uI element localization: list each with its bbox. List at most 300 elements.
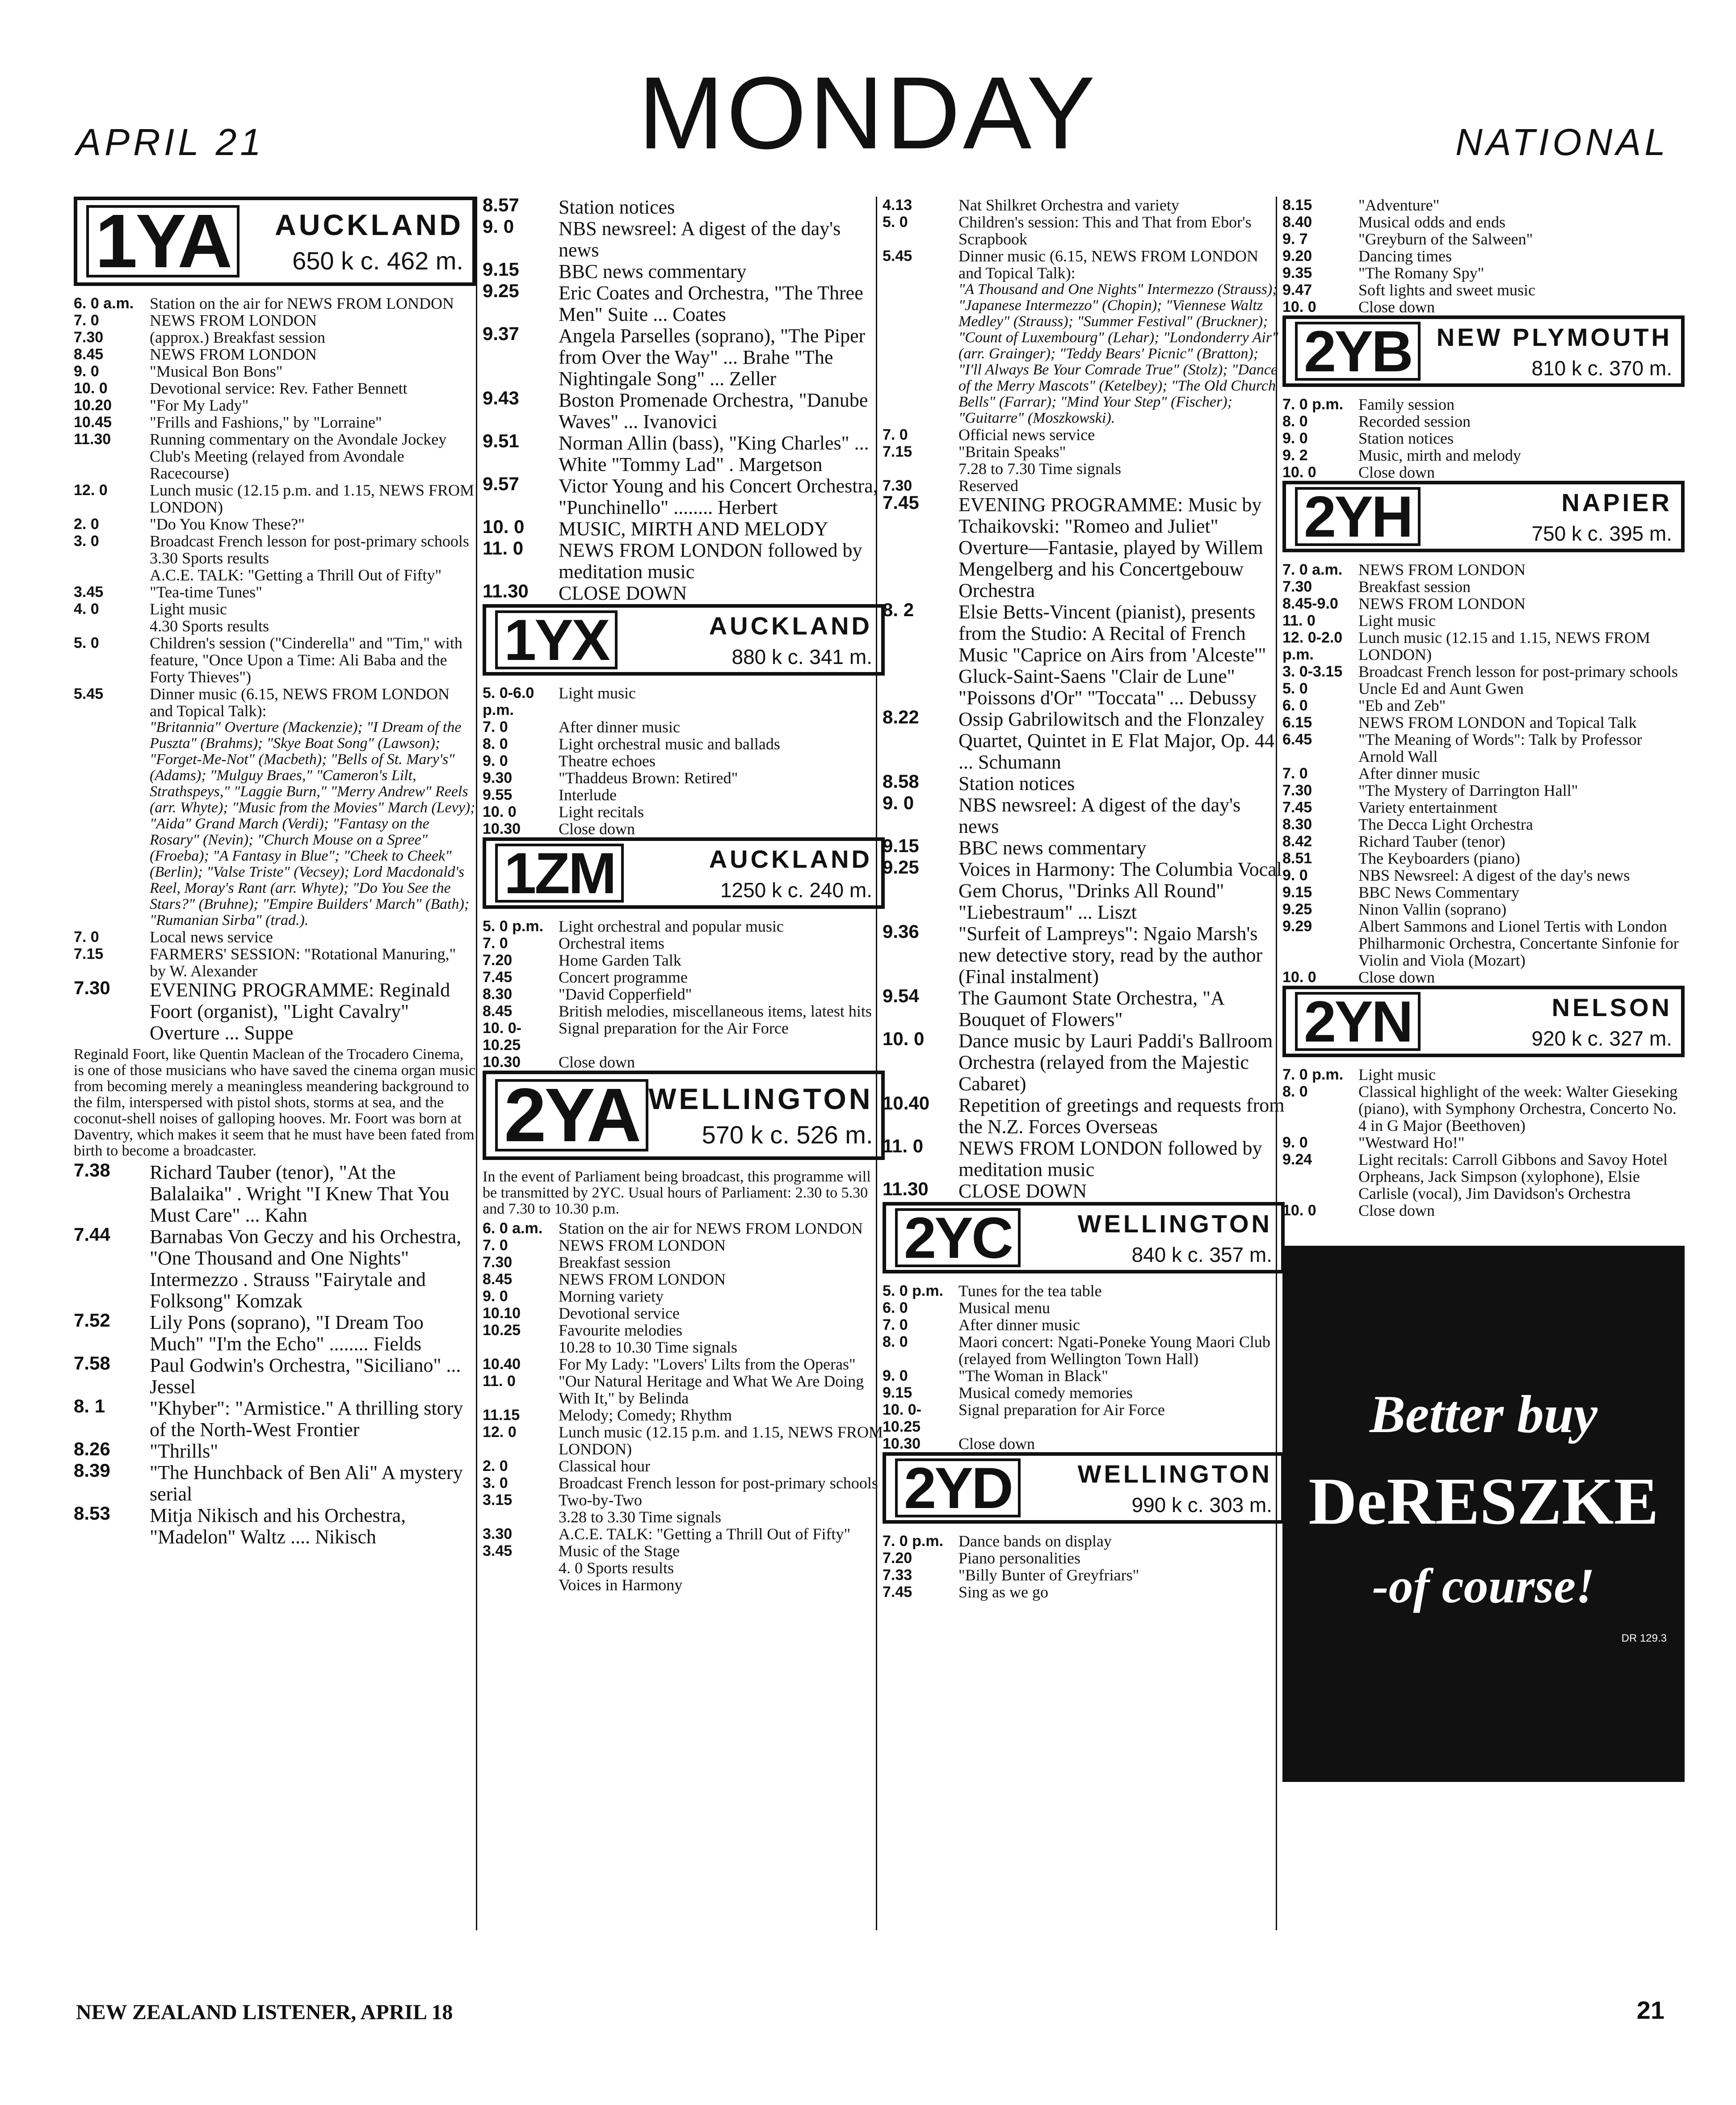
entry-time: 7. 0 p.m. — [1282, 396, 1344, 413]
programme-entry — [883, 1092, 1285, 1138]
entry-description: NEWS FROM LONDON — [150, 311, 317, 329]
programme-entry — [1282, 197, 1685, 214]
entry-time: 7. 0 — [883, 1316, 908, 1333]
programme-entry — [1282, 413, 1685, 430]
entry-time: 9.20 — [1282, 248, 1312, 265]
entry-time: 7.30 — [74, 329, 104, 346]
entry-time: 8.45-9.0 — [1282, 595, 1338, 612]
entry-time: 9. 0 — [883, 1367, 908, 1384]
entry-description: CLOSE DOWN — [559, 582, 687, 604]
entry-time: 9.25 — [1282, 901, 1312, 918]
text-block: In the event of Parliament being broadcast, this programme will be transmitted by 2YC. Usual hours of Parliament: 2.30 to 5.30 and 7.30 to 10.30 p.m. — [483, 1168, 871, 1217]
entry-time: 8. 2 — [883, 599, 914, 620]
entry-description: "Do You Know These?" — [150, 515, 305, 533]
programme-entry — [74, 567, 476, 584]
entry-time: 9.55 — [483, 786, 513, 803]
entry-time: 9.37 — [483, 323, 519, 344]
programme-entry — [483, 752, 885, 769]
station-header — [74, 197, 476, 286]
entry-time: 7.30 — [483, 1254, 513, 1271]
programme-entry — [74, 1355, 476, 1398]
programme-entry — [883, 837, 1285, 859]
entry-time: 8.45 — [483, 1003, 513, 1020]
entry-description: Close down — [1358, 463, 1435, 481]
entry-time: 7. 0 p.m. — [1282, 1066, 1344, 1083]
header-network: NATIONAL — [1455, 121, 1669, 163]
entry-description: Tunes for the tea table — [958, 1282, 1102, 1300]
entry-time: 8. 0 — [1282, 1083, 1308, 1100]
entry-description: 3.30 Sports results — [150, 549, 269, 567]
programme-entry — [483, 786, 885, 803]
entry-description: A.C.E. TALK: "Getting a Thrill Out of Fifty" — [559, 1525, 851, 1543]
station-frequency: 810 k c. 370 m. — [1531, 356, 1672, 380]
entry-time: 7.20 — [883, 1550, 912, 1567]
station-city: NELSON — [1551, 993, 1672, 1021]
programme-entry — [883, 859, 1285, 923]
entry-time: 7.52 — [74, 1310, 110, 1331]
entry-time: 7. 0 — [483, 1237, 508, 1254]
entry-description: Breakfast session — [559, 1253, 671, 1271]
station-city: AUCKLAND — [275, 208, 463, 241]
entry-time: 7.15 — [74, 945, 104, 962]
programme-entry — [74, 1226, 476, 1312]
entry-time: 8. 0 — [1282, 413, 1308, 430]
entry-description: Breakfast session — [1358, 578, 1471, 596]
programme-entry — [883, 1550, 1285, 1567]
entry-description: Nat Shilkret Orchestra and variety — [958, 197, 1179, 214]
programme-entry — [883, 1384, 1285, 1401]
entry-time: 5. 0 — [1282, 680, 1308, 697]
programme-entry — [74, 346, 476, 363]
entry-time: 9. 0 — [1282, 867, 1308, 884]
station-header — [883, 1452, 1285, 1524]
programme-entry — [1282, 1083, 1685, 1134]
entry-description: "Westward Ho!" — [1358, 1134, 1465, 1151]
programme-entry — [74, 584, 476, 601]
entry-description: Classical highlight of the week: Walter Gieseking (piano), with Symphony Orchestra, Concerto No. 4 in G Major (Beethoven) — [1358, 1083, 1678, 1134]
entry-time: 7.30 — [1282, 782, 1312, 799]
programme-entry — [483, 1339, 885, 1356]
entry-description: MUSIC, MIRTH AND MELODY — [559, 518, 828, 540]
entry-description: NEWS FROM LONDON — [559, 1270, 726, 1288]
programme-entry — [74, 397, 476, 414]
text-block: "Britannia" Overture (Mackenzie); "I Dream of the Puszta" (Brahms); "Skye Boat Song" (Lawson); "Forget-Me-Not" (Macbeth); "Bells of St. Mary's" (Adams); "Mulguy Braes," "Cameron's Lilt, Strathspeys," "Laggie Burn," "Merry Andrew" Reels (arr. Whyte); "Music from the Movies" March (Levy); "Aida" Grand March (Verdi); "Fantasy on the Rosary" (Nevin); "Church Mouse on a Spree" (Froeba); "A Fantasy in Blue"; "Cheek to Cheek" (Berlin); "Valse Triste" (Vecsey); Lord Macdonald's Reel, Moray's Rant (arr. Whyte); "Do You See the Stars?" (Bruhne); "Empire Builders' March" (Bath); "Rumanian Sirba" (trad.). — [150, 719, 475, 929]
entry-description: Angela Parselles (soprano), "The Piper from Over the Way" ... Brahe "The Nightingale Song" ... Zeller — [559, 325, 866, 390]
entry-time: 9.25 — [883, 857, 919, 878]
entry-time: 9. 0 — [483, 216, 514, 237]
entry-description: Broadcast French lesson for post-primary schools — [150, 532, 469, 550]
programme-entry — [483, 1407, 885, 1424]
entry-time: 10. 0 — [883, 1028, 925, 1049]
entry-description: Home Garden Talk — [559, 951, 681, 969]
entry-description: Light music — [559, 684, 636, 702]
programme-entry — [1282, 969, 1685, 986]
entry-time: 8.26 — [74, 1438, 110, 1459]
entry-description: Light music — [150, 600, 227, 618]
entry-time: 11.15 — [483, 1407, 520, 1424]
entry-description: Dance bands on display — [958, 1532, 1112, 1550]
entry-description: Close down — [559, 820, 635, 838]
entry-time: 7.30 — [883, 477, 912, 494]
entry-time: 7.30 — [1282, 578, 1312, 595]
programme-entry — [1282, 1066, 1685, 1083]
entry-description: Station notices — [559, 197, 675, 218]
entry-time: 9.51 — [483, 430, 519, 451]
programme-entry — [883, 1533, 1285, 1550]
entry-description: "Thaddeus Brown: Retired" — [559, 769, 738, 787]
entry-time: 11.30 — [74, 431, 111, 448]
entry-time: 5.45 — [74, 685, 104, 702]
entry-description: 7.28 to 7.30 Time signals — [958, 460, 1122, 478]
programme-entry — [483, 1356, 885, 1373]
entry-description: Lunch music (12.15 p.m. and 1.15, NEWS FROM LONDON) — [150, 481, 474, 516]
entry-time: 9. 0 — [1282, 430, 1308, 447]
entry-description: Repetition of greetings and requests from the N.Z. Forces Overseas — [958, 1094, 1285, 1138]
programme-entry — [74, 380, 476, 397]
entry-description: Elsie Betts-Vincent (pianist), presents from the Studio: A Recital of French Music "Caprice on Airs from 'Alceste'" Gluck-Saint-Saens "Clair de Lune" "Poissons d'Or" "Toccata" ... Debussy — [958, 601, 1266, 709]
entry-description: Voices in Harmony — [559, 1576, 683, 1594]
entry-description: After dinner music — [559, 718, 680, 736]
programme-entry — [883, 987, 1285, 1030]
programme-entry — [883, 248, 1285, 282]
entry-description: "The Romany Spy" — [1358, 264, 1484, 282]
entry-time: 7. 0 — [883, 426, 908, 443]
entry-time: 4.13 — [883, 197, 912, 214]
entry-time: 10. 0 — [1282, 969, 1316, 986]
page-number: 21 — [1636, 1996, 1665, 2024]
programme-entry — [883, 794, 1285, 837]
programme-entry — [1282, 833, 1685, 850]
programme-entry — [74, 618, 476, 634]
entry-time: 9.43 — [483, 387, 519, 408]
station-callsign: 2YD — [895, 1458, 1021, 1517]
station-frequency: 650 k c. 462 m. — [292, 246, 463, 275]
entry-time: 8.45 — [74, 346, 104, 363]
station-header — [483, 1071, 885, 1160]
programme-entry — [1282, 697, 1685, 714]
station-city: AUCKLAND — [709, 845, 872, 873]
station-callsign: 1ZM — [495, 844, 624, 903]
entry-time: 8.30 — [1282, 816, 1312, 833]
entry-time: 3.45 — [483, 1542, 513, 1559]
entry-time: 7. 0 — [74, 312, 99, 329]
ad-line: -of course! — [1372, 1558, 1595, 1613]
entry-time: 11.30 — [483, 580, 529, 601]
programme-entry — [74, 1505, 476, 1548]
station-callsign: 2YH — [1295, 487, 1421, 546]
programme-entry — [483, 1542, 885, 1559]
entry-description: NEWS FROM LONDON followed by meditation music — [559, 539, 862, 583]
programme-entry — [483, 685, 885, 718]
entry-description: Albert Sammons and Lionel Tertis with London Philharmonic Orchestra, Concertante Sinfonie for Violin and Viola (Mozart) — [1358, 917, 1679, 969]
entry-time: 5. 0 p.m. — [483, 918, 544, 935]
station-callsign: 1YA — [86, 205, 240, 277]
entry-description: Station on the air for NEWS FROM LONDON — [559, 1219, 863, 1237]
programme-entry — [1282, 595, 1685, 612]
programme-entry — [483, 1054, 885, 1071]
entry-time: 9.25 — [483, 280, 519, 301]
entry-description: Local news service — [150, 928, 273, 946]
entry-time: 10.40 — [483, 1356, 521, 1373]
entry-time: 3. 0 — [74, 533, 99, 550]
entry-description: Dancing times — [1358, 247, 1452, 265]
programme-entry — [483, 1254, 885, 1271]
entry-time — [74, 618, 150, 634]
station-frequency: 840 k c. 357 m. — [1131, 1243, 1272, 1266]
entry-description: NEWS FROM LONDON followed by meditation music — [958, 1137, 1262, 1181]
programme-entry — [74, 363, 476, 380]
programme-entry — [74, 1438, 476, 1462]
entry-time: 8. 1 — [74, 1395, 105, 1416]
entry-time: 10.40 — [883, 1092, 930, 1113]
entry-time: 10. 0 — [1282, 1202, 1316, 1219]
programme-entry — [1282, 765, 1685, 782]
entry-description: Ossip Gabrilowitsch and the Flonzaley Quartet, Quintet in E Flat Major, Op. 44 ... Schumann — [958, 708, 1275, 773]
entry-time: 9. 0 — [883, 792, 914, 813]
station-header — [1282, 986, 1685, 1057]
entry-time: 10. 0 — [1282, 464, 1316, 481]
entry-description: "Musical Bon Bons" — [150, 362, 283, 380]
programme-entry — [483, 1220, 885, 1237]
programme-entry — [483, 1492, 885, 1508]
entry-description: Melody; Comedy; Rhythm — [559, 1406, 732, 1424]
entry-time: 6.45 — [1282, 731, 1312, 748]
entry-time: 7.15 — [883, 443, 912, 460]
station-header — [1282, 481, 1685, 552]
entry-description: NBS Newsreel: A digest of the day's news — [1358, 866, 1630, 884]
programme-entry — [883, 1435, 1285, 1452]
entry-time: 10. 0 — [483, 516, 525, 537]
entry-time: 10. 0 — [483, 803, 517, 820]
programme-entry — [74, 945, 476, 979]
entry-time: 12. 0 — [74, 482, 108, 499]
station-callsign: 2YA — [495, 1079, 648, 1151]
entry-description: Music of the Stage — [559, 1542, 680, 1560]
entry-time: 8.57 — [483, 197, 519, 215]
station-header — [883, 1202, 1285, 1273]
entry-time: 10.30 — [483, 820, 521, 837]
entry-description: A.C.E. TALK: "Getting a Thrill Out of Fifty" — [150, 566, 442, 584]
entry-time: 7.45 — [483, 969, 513, 986]
entry-description: Dinner music (6.15, NEWS FROM LONDON and Topical Talk): — [150, 685, 450, 720]
entry-description: For My Lady: "Lovers' Lilts from the Operas" — [559, 1355, 856, 1373]
entry-description: BBC news commentary — [958, 837, 1147, 859]
entry-description: Lunch music (12.15 and 1.15, NEWS FROM LONDON) — [1358, 629, 1650, 664]
entry-time: 8. 0 — [483, 735, 508, 752]
entry-time: 8.58 — [883, 771, 919, 792]
entry-time: 11. 0 — [1282, 612, 1316, 629]
entry-description: "Surfeit of Lampreys": Ngaio Marsh's new detective story, read by the author (Final instalment) — [958, 923, 1263, 987]
entry-time — [483, 1339, 559, 1356]
programme-entry — [883, 1282, 1285, 1299]
programme-entry — [74, 929, 476, 945]
entry-time: 9.15 — [1282, 884, 1312, 901]
entry-time: 8.51 — [1282, 850, 1312, 867]
footer-publication: NEW ZEALAND LISTENER, APRIL 18 — [76, 2000, 453, 2024]
programme-entry — [883, 706, 1285, 773]
entry-time — [883, 460, 958, 477]
entry-description: CLOSE DOWN — [958, 1180, 1087, 1202]
entry-description: Dance music by Lauri Paddi's Ballroom Orchestra (relayed from the Majestic Cabaret) — [958, 1030, 1273, 1095]
programme-entry — [483, 218, 885, 261]
programme-entry — [883, 1316, 1285, 1333]
entry-description: "The Meaning of Words": Talk by Professor Arnold Wall — [1358, 731, 1642, 765]
entry-description: "Eb and Zeb" — [1358, 697, 1446, 714]
header-day: MONDAY — [638, 55, 1098, 170]
entry-time: 4. 0 — [74, 601, 99, 618]
programme-entry — [1282, 298, 1685, 315]
entry-description: Running commentary on the Avondale Jockey Club's Meeting (relayed from Avondale Racecourse) — [150, 430, 447, 482]
entry-description: Light recitals — [559, 803, 644, 821]
entry-time: 11.30 — [883, 1178, 929, 1199]
entry-description: Signal preparation for Air Force — [958, 1401, 1165, 1419]
entry-description: "Britain Speaks" — [958, 443, 1066, 461]
entry-description: 4. 0 Sports results — [559, 1559, 674, 1577]
entry-description: NEWS FROM LONDON — [559, 1236, 726, 1254]
entry-time: 2. 0 — [483, 1458, 508, 1475]
entry-time: 3. 0 — [483, 1475, 508, 1492]
programme-entry — [1282, 731, 1685, 765]
programme-entry — [883, 601, 1285, 709]
entry-time: 9.24 — [1282, 1151, 1312, 1168]
programme-entry — [483, 282, 885, 325]
entry-description: Sing as we go — [958, 1583, 1048, 1601]
entry-description: Light orchestral music and ballads — [559, 735, 780, 753]
programme-entry — [483, 1508, 885, 1525]
entry-time: 8.53 — [74, 1503, 110, 1524]
entry-time — [483, 1508, 559, 1525]
entry-description: BBC news commentary — [559, 260, 747, 282]
programme-entry — [1282, 884, 1685, 901]
programme-entry — [1282, 282, 1685, 298]
entry-time: 11. 0 — [483, 538, 524, 559]
programme-entry — [1282, 231, 1685, 248]
programme-entry — [74, 295, 476, 312]
entry-description: Classical hour — [559, 1457, 650, 1475]
programme-entry — [1282, 561, 1685, 578]
programme-entry — [1282, 714, 1685, 731]
programme-entry — [483, 1020, 885, 1054]
programme-entry — [883, 214, 1285, 248]
programme-entry — [1282, 396, 1685, 413]
entry-description: NEWS FROM LONDON — [1358, 595, 1526, 613]
entry-description: Voices in Harmony: The Columbia Vocal Gem Chorus, "Drinks All Round" "Liebestraum" ... Liszt — [958, 858, 1282, 923]
ad-line: Better buy — [1370, 1384, 1597, 1444]
entry-description: Broadcast French lesson for post-primary schools — [559, 1474, 878, 1492]
entry-time: 3.15 — [483, 1492, 513, 1508]
entry-description: Orchestral items — [559, 934, 664, 952]
programme-entry — [74, 1462, 476, 1505]
entry-time: 9. 2 — [1282, 447, 1308, 464]
entry-description: Station notices — [958, 773, 1075, 794]
programme-entry — [74, 1395, 476, 1441]
entry-description: Reserved — [958, 477, 1018, 495]
programme-entry — [1282, 1202, 1685, 1219]
entry-time: 7.44 — [74, 1224, 110, 1245]
entry-description: Broadcast French lesson for post-primary schools — [1358, 663, 1678, 681]
entry-time: 9. 0 — [483, 752, 508, 769]
entry-description: The Decca Light Orchestra — [1358, 815, 1533, 833]
entry-description: Close down — [1358, 298, 1435, 316]
entry-time — [483, 1576, 559, 1593]
entry-description: "David Copperfield" — [559, 985, 692, 1003]
entry-time: 10.20 — [74, 397, 112, 414]
entry-time: 6. 0 a.m. — [483, 1220, 543, 1237]
entry-description: Devotional service — [559, 1304, 680, 1322]
programme-entry — [74, 1312, 476, 1355]
entry-time: 10.45 — [74, 414, 112, 431]
entry-time: 10. 0 — [74, 380, 108, 397]
programme-entry — [1282, 265, 1685, 282]
entry-time — [74, 567, 150, 584]
programme-entry — [483, 1475, 885, 1492]
entry-time: 9. 0 — [1282, 1134, 1308, 1151]
programme-entry — [483, 718, 885, 735]
entry-time: 9.29 — [1282, 918, 1312, 935]
programme-entry — [483, 935, 885, 952]
entry-description: EVENING PROGRAMME: Music by Tchaikovski: "Romeo and Juliet" Overture—Fantasie, played by Willem Mengelberg and his Concertgebouw Orchestra — [958, 494, 1263, 601]
programme-entry — [483, 803, 885, 820]
programme-entry — [74, 601, 476, 618]
programme-entry — [483, 769, 885, 786]
entry-time: 12. 0-2.0 p.m. — [1282, 629, 1343, 663]
entry-description: Two-by-Two — [559, 1491, 642, 1509]
entry-description: Children's session: This and That from Ebor's Scrapbook — [958, 213, 1252, 248]
column-3 — [883, 197, 1285, 1939]
entry-description: The Keyboarders (piano) — [1358, 849, 1520, 867]
entry-description: 4.30 Sports results — [150, 617, 269, 635]
entry-time: 3.30 — [483, 1525, 513, 1542]
programme-entry — [483, 540, 885, 583]
entry-time: 10.10 — [483, 1305, 521, 1322]
entry-time: 9.47 — [1282, 282, 1312, 298]
header-date: APRIL 21 — [76, 121, 265, 163]
station-frequency: 1250 k c. 240 m. — [720, 878, 872, 902]
entry-description: "Tea-time Tunes" — [150, 583, 262, 601]
entry-description: Signal preparation for the Air Force — [559, 1019, 789, 1037]
entry-time: 7.45 — [883, 492, 919, 513]
entry-description: Soft lights and sweet music — [1358, 281, 1535, 299]
column-2 — [483, 197, 885, 1939]
entry-time: 10.30 — [483, 1054, 521, 1071]
programme-entry — [1282, 612, 1685, 629]
entry-description: 3.28 to 3.30 Time signals — [559, 1508, 722, 1526]
entry-description: Light orchestral and popular music — [559, 917, 784, 935]
entry-description: Favourite melodies — [559, 1321, 682, 1339]
entry-time: 8.39 — [74, 1460, 110, 1481]
programme-entry — [883, 1584, 1285, 1601]
programme-entry — [483, 1559, 885, 1576]
entry-description: NBS newsreel: A digest of the day's news — [958, 794, 1241, 837]
programme-entry — [483, 1373, 885, 1407]
entry-description: "For My Lady" — [150, 396, 249, 414]
entry-time — [483, 1559, 559, 1576]
entry-time: 5. 0-6.0 p.m. — [483, 685, 534, 718]
programme-entry — [483, 387, 885, 433]
entry-time: 7.20 — [483, 952, 513, 969]
entry-time: 9.57 — [483, 473, 519, 494]
entry-description: Musical odds and ends — [1358, 213, 1505, 231]
station-header — [483, 604, 885, 676]
ad-brand: DeRESZKE — [1308, 1464, 1659, 1538]
entry-description: Norman Allin (bass), "King Charles" ... White "Tommy Lad" . Margetson — [559, 432, 869, 475]
programme-entry — [883, 443, 1285, 460]
entry-time: 7. 0 — [1282, 765, 1308, 782]
entry-description: "Adventure" — [1358, 197, 1440, 214]
programme-entry — [1282, 430, 1685, 447]
programme-entry — [483, 986, 885, 1003]
station-frequency: 920 k c. 327 m. — [1531, 1026, 1672, 1050]
